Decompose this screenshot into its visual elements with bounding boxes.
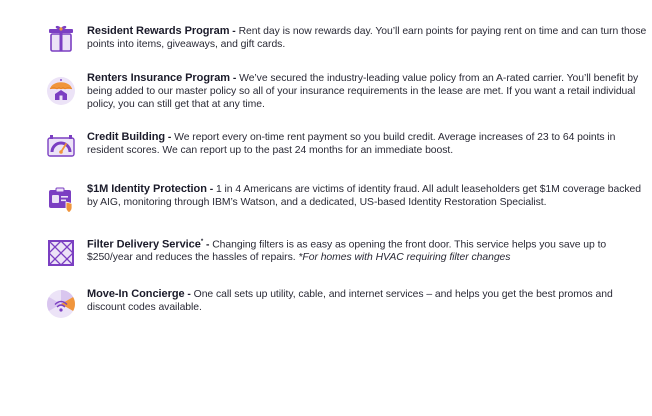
benefit-title: Credit Building bbox=[87, 131, 166, 143]
air-filter-icon bbox=[46, 238, 76, 268]
title-separator: - bbox=[184, 289, 194, 300]
benefit-title: Filter Delivery Service bbox=[87, 238, 201, 251]
benefit-description: We report every on-time rent payment so you build credit. Average increases of 23 to 64 points in resident scores. We can report up to the past 24 months for an immediate boost. bbox=[87, 132, 616, 156]
credit-gauge-icon bbox=[46, 132, 76, 162]
benefit-description: One call sets up utility, cable, and internet services – and helps you get the best promos and discount codes available. bbox=[87, 289, 613, 313]
benefit-description: 1 in 4 Americans are victims of identity fraud. All adult leaseholders get $1M coverage backed by AIG, monitoring through IBM’s Watson, and a dedicated, US-based Identity Restoration Specialist. bbox=[87, 184, 641, 208]
benefit-text bbox=[87, 131, 647, 157]
title-footnote-mark: * bbox=[200, 239, 204, 245]
umbrella-house-icon bbox=[46, 76, 76, 106]
benefit-description: Rent day is now rewards day. You’ll earn points for paying rent on time and can turn those points into items, giveaways, and gift cards. bbox=[87, 26, 647, 50]
benefit-text bbox=[87, 236, 647, 264]
benefit-description: Changing filters is as easy as opening the front door. This service helps you save up to $250/year and reduces the hassles of repairs. bbox=[87, 239, 607, 264]
id-card-shield-icon bbox=[46, 185, 76, 215]
title-separator: - bbox=[206, 184, 216, 195]
title-separator: - bbox=[230, 73, 240, 84]
benefit-text bbox=[87, 72, 647, 111]
benefit-title: Move-In Concierge bbox=[87, 288, 185, 300]
benefit-title: $1M Identity Protection bbox=[87, 183, 207, 195]
benefit-text bbox=[87, 25, 647, 51]
title-separator: - bbox=[165, 132, 175, 143]
title-separator: - bbox=[229, 26, 239, 37]
benefit-description: We’ve secured the industry-leading value policy from an A-rated carrier. You’ll benefit by being added to our master policy so all of your insurance requirements in the lease are met. If you want a retail individual policy, you can still get that at any time. bbox=[87, 73, 639, 110]
benefit-text bbox=[87, 288, 647, 314]
footnote: *For homes with HVAC requiring filter changes bbox=[298, 252, 511, 264]
benefit-title: Renters Insurance Program bbox=[87, 72, 231, 84]
benefit-title: Resident Rewards Program bbox=[87, 25, 230, 37]
concierge-services-icon bbox=[46, 289, 76, 319]
title-separator: - bbox=[203, 239, 213, 251]
gift-icon bbox=[46, 25, 76, 55]
benefit-text bbox=[87, 183, 647, 209]
